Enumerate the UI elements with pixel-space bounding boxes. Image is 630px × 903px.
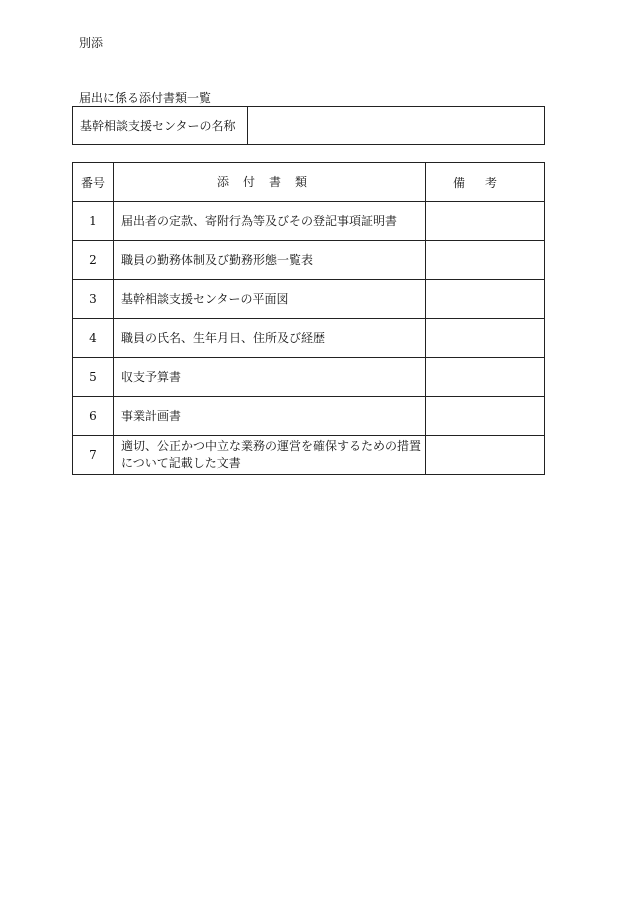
- row-document: 事業計画書: [114, 397, 426, 436]
- table-row: [73, 397, 545, 436]
- row-number: 3: [73, 280, 114, 319]
- table-row: [73, 358, 545, 397]
- attachment-label: 別添: [79, 36, 104, 50]
- row-number: 6: [73, 397, 114, 436]
- header-number: 番号: [73, 163, 114, 202]
- table-row: [73, 241, 545, 280]
- row-note[interactable]: [426, 202, 545, 241]
- header-notes: 備考: [426, 163, 545, 202]
- document-heading: 届出に係る添付書類一覧: [79, 91, 212, 105]
- center-name-row: [73, 107, 545, 145]
- row-note[interactable]: [426, 319, 545, 358]
- center-name-value[interactable]: [248, 107, 545, 145]
- row-document: 収支予算書: [114, 358, 426, 397]
- row-document: 職員の氏名、生年月日、住所及び経歴: [114, 319, 426, 358]
- row-document: 適切、公正かつ中立な業務の運営を確保するための措置について記載した文書: [114, 436, 426, 475]
- row-number: 2: [73, 241, 114, 280]
- row-number: 4: [73, 319, 114, 358]
- table-header-row: [73, 163, 545, 202]
- row-document: 職員の勤務体制及び勤務形態一覧表: [114, 241, 426, 280]
- center-name-label: 基幹相談支援センターの名称: [73, 107, 248, 145]
- center-name-table: [72, 106, 545, 145]
- row-note[interactable]: [426, 241, 545, 280]
- table-row: [73, 280, 545, 319]
- row-note[interactable]: [426, 397, 545, 436]
- header-documents: 添付書類: [114, 163, 426, 202]
- row-number: 7: [73, 436, 114, 475]
- row-number: 1: [73, 202, 114, 241]
- row-note[interactable]: [426, 358, 545, 397]
- row-number: 5: [73, 358, 114, 397]
- row-document: 届出者の定款、寄附行為等及びその登記事項証明書: [114, 202, 426, 241]
- table-row: [73, 436, 545, 475]
- attachment-list-table: [72, 162, 545, 475]
- row-note[interactable]: [426, 280, 545, 319]
- table-row: [73, 319, 545, 358]
- row-note[interactable]: [426, 436, 545, 475]
- table-row: [73, 202, 545, 241]
- row-document: 基幹相談支援センターの平面図: [114, 280, 426, 319]
